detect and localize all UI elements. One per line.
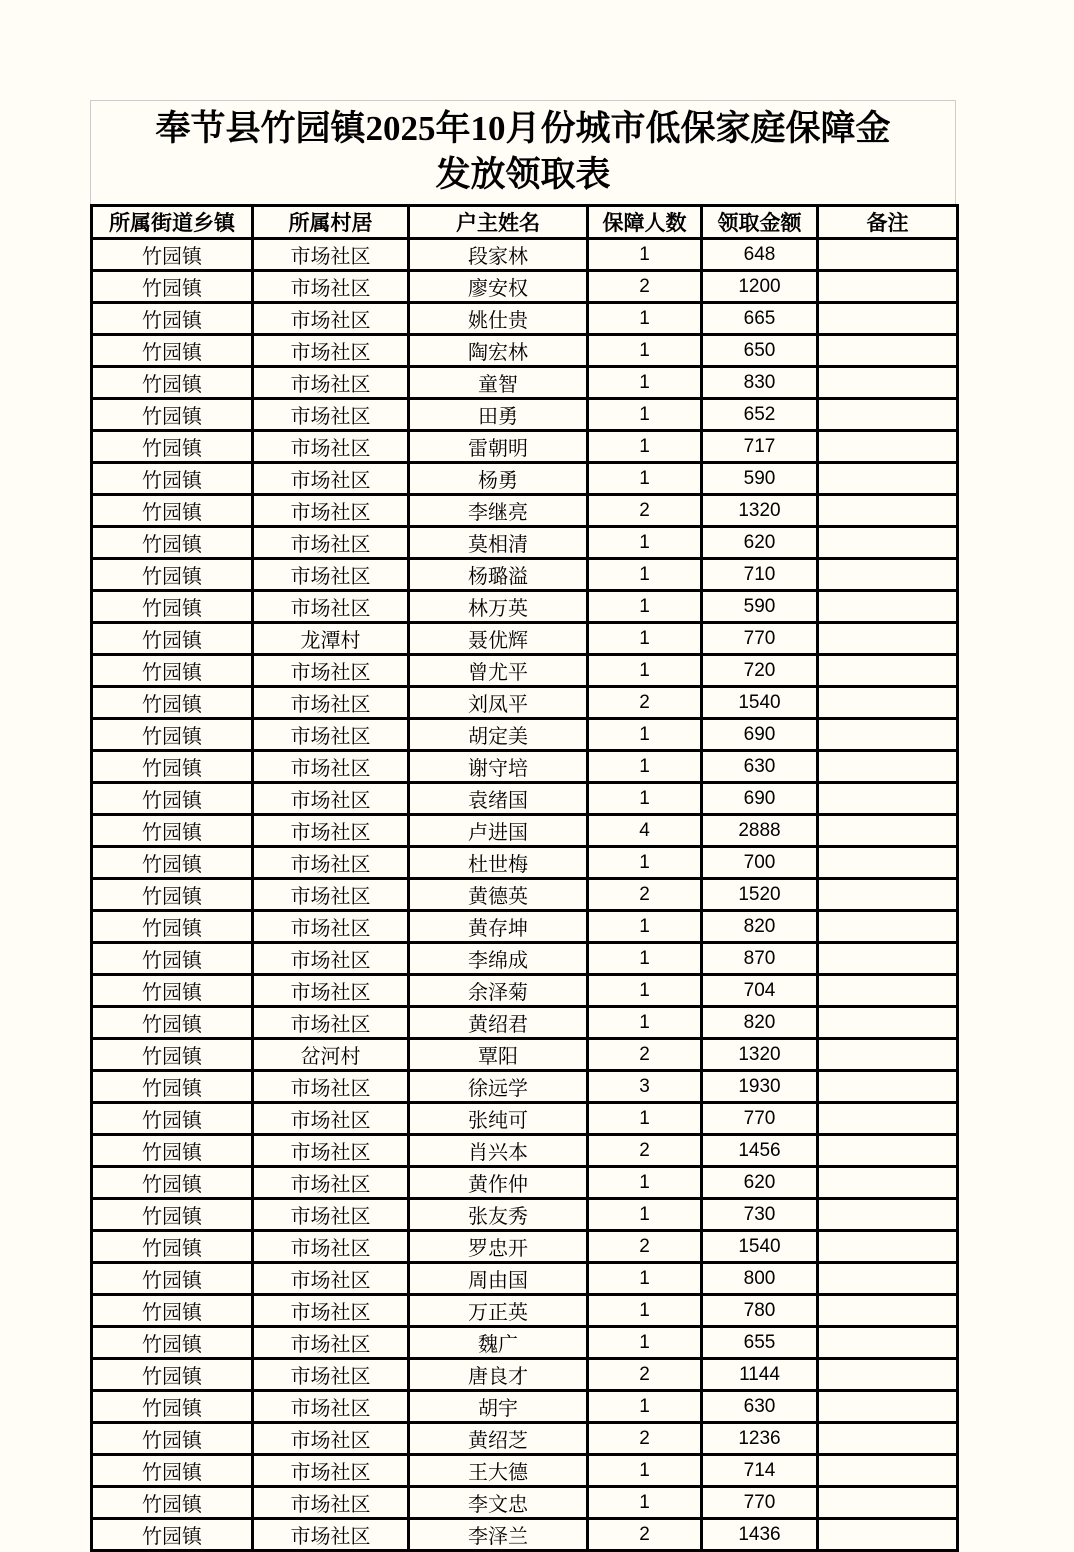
cell-persons: 1 xyxy=(588,335,702,367)
cell-township: 竹园镇 xyxy=(92,1039,253,1071)
cell-township: 竹园镇 xyxy=(92,1135,253,1167)
cell-village: 市场社区 xyxy=(253,1327,409,1359)
cell-persons: 2 xyxy=(588,1359,702,1391)
cell-amount: 652 xyxy=(702,399,818,431)
cell-amount: 870 xyxy=(702,943,818,975)
cell-name: 余泽菊 xyxy=(409,975,588,1007)
cell-name: 聂优辉 xyxy=(409,623,588,655)
cell-name: 陶宏林 xyxy=(409,335,588,367)
table-row xyxy=(92,1295,958,1327)
cell-name: 张友秀 xyxy=(409,1199,588,1231)
cell-persons: 1 xyxy=(588,783,702,815)
cell-township: 竹园镇 xyxy=(92,687,253,719)
cell-remark xyxy=(818,1295,958,1327)
cell-remark xyxy=(818,751,958,783)
table-row xyxy=(92,431,958,463)
table-row xyxy=(92,687,958,719)
cell-amount: 770 xyxy=(702,1103,818,1135)
column-header-amount: 领取金额 xyxy=(702,206,818,239)
cell-village: 市场社区 xyxy=(253,239,409,271)
table-row xyxy=(92,239,958,271)
cell-township: 竹园镇 xyxy=(92,815,253,847)
cell-remark xyxy=(818,1519,958,1551)
cell-persons: 1 xyxy=(588,847,702,879)
cell-township: 竹园镇 xyxy=(92,1103,253,1135)
cell-persons: 1 xyxy=(588,751,702,783)
cell-village: 市场社区 xyxy=(253,431,409,463)
cell-name: 李绵成 xyxy=(409,943,588,975)
cell-remark xyxy=(818,527,958,559)
cell-village: 市场社区 xyxy=(253,527,409,559)
cell-village: 市场社区 xyxy=(253,271,409,303)
cell-name: 童智 xyxy=(409,367,588,399)
cell-persons: 2 xyxy=(588,1519,702,1551)
cell-township: 竹园镇 xyxy=(92,1519,253,1551)
cell-amount: 1436 xyxy=(702,1519,818,1551)
cell-village: 市场社区 xyxy=(253,751,409,783)
table-row xyxy=(92,271,958,303)
cell-persons: 1 xyxy=(588,943,702,975)
cell-persons: 1 xyxy=(588,1487,702,1519)
cell-remark xyxy=(818,1135,958,1167)
cell-persons: 1 xyxy=(588,559,702,591)
cell-township: 竹园镇 xyxy=(92,559,253,591)
cell-persons: 2 xyxy=(588,687,702,719)
cell-remark xyxy=(818,463,958,495)
cell-village: 市场社区 xyxy=(253,1359,409,1391)
cell-amount: 730 xyxy=(702,1199,818,1231)
cell-village: 市场社区 xyxy=(253,1231,409,1263)
cell-name: 肖兴本 xyxy=(409,1135,588,1167)
cell-amount: 2888 xyxy=(702,815,818,847)
cell-township: 竹园镇 xyxy=(92,271,253,303)
cell-amount: 720 xyxy=(702,655,818,687)
cell-township: 竹园镇 xyxy=(92,975,253,1007)
table-sheet xyxy=(90,100,956,1552)
table-row xyxy=(92,1327,958,1359)
cell-amount: 1320 xyxy=(702,495,818,527)
cell-township: 竹园镇 xyxy=(92,1167,253,1199)
cell-township: 竹园镇 xyxy=(92,1007,253,1039)
cell-village: 市场社区 xyxy=(253,911,409,943)
cell-persons: 1 xyxy=(588,1167,702,1199)
cell-amount: 770 xyxy=(702,1487,818,1519)
cell-name: 田勇 xyxy=(409,399,588,431)
cell-remark xyxy=(818,1487,958,1519)
cell-remark xyxy=(818,591,958,623)
cell-township: 竹园镇 xyxy=(92,1199,253,1231)
cell-village: 市场社区 xyxy=(253,1487,409,1519)
cell-township: 竹园镇 xyxy=(92,239,253,271)
cell-village: 市场社区 xyxy=(253,399,409,431)
cell-persons: 1 xyxy=(588,463,702,495)
cell-remark xyxy=(818,655,958,687)
cell-name: 李继亮 xyxy=(409,495,588,527)
cell-amount: 620 xyxy=(702,1167,818,1199)
cell-persons: 2 xyxy=(588,879,702,911)
cell-amount: 830 xyxy=(702,367,818,399)
cell-amount: 710 xyxy=(702,559,818,591)
cell-name: 周由国 xyxy=(409,1263,588,1295)
table-row xyxy=(92,1487,958,1519)
cell-township: 竹园镇 xyxy=(92,1359,253,1391)
cell-village: 市场社区 xyxy=(253,687,409,719)
cell-remark xyxy=(818,1455,958,1487)
cell-village: 市场社区 xyxy=(253,1519,409,1551)
cell-remark xyxy=(818,911,958,943)
table-row xyxy=(92,783,958,815)
cell-name: 李文忠 xyxy=(409,1487,588,1519)
cell-name: 雷朝明 xyxy=(409,431,588,463)
cell-village: 市场社区 xyxy=(253,463,409,495)
table-row xyxy=(92,1231,958,1263)
cell-village: 市场社区 xyxy=(253,591,409,623)
cell-amount: 717 xyxy=(702,431,818,463)
cell-township: 竹园镇 xyxy=(92,1327,253,1359)
cell-township: 竹园镇 xyxy=(92,911,253,943)
column-header-village: 所属村居 xyxy=(253,206,409,239)
cell-persons: 2 xyxy=(588,495,702,527)
cell-name: 黄存坤 xyxy=(409,911,588,943)
cell-persons: 1 xyxy=(588,1327,702,1359)
cell-remark xyxy=(818,783,958,815)
cell-persons: 1 xyxy=(588,1391,702,1423)
cell-name: 黄作仲 xyxy=(409,1167,588,1199)
title-line-2: 发放领取表 xyxy=(435,154,611,194)
table-row xyxy=(92,943,958,975)
table-row xyxy=(92,655,958,687)
cell-amount: 1540 xyxy=(702,687,818,719)
table-row xyxy=(92,1359,958,1391)
cell-township: 竹园镇 xyxy=(92,303,253,335)
cell-village: 市场社区 xyxy=(253,879,409,911)
table-row xyxy=(92,463,958,495)
cell-remark xyxy=(818,335,958,367)
cell-persons: 1 xyxy=(588,303,702,335)
table-row xyxy=(92,815,958,847)
table-row xyxy=(92,559,958,591)
cell-township: 竹园镇 xyxy=(92,879,253,911)
table-row xyxy=(92,495,958,527)
cell-village: 市场社区 xyxy=(253,1007,409,1039)
cell-remark xyxy=(818,719,958,751)
cell-amount: 590 xyxy=(702,463,818,495)
cell-village: 市场社区 xyxy=(253,1391,409,1423)
cell-remark xyxy=(818,1199,958,1231)
cell-remark xyxy=(818,879,958,911)
cell-amount: 655 xyxy=(702,1327,818,1359)
table-row xyxy=(92,623,958,655)
table-row xyxy=(92,1039,958,1071)
cell-name: 黄德英 xyxy=(409,879,588,911)
cell-persons: 2 xyxy=(588,1423,702,1455)
cell-persons: 3 xyxy=(588,1071,702,1103)
cell-amount: 1320 xyxy=(702,1039,818,1071)
cell-amount: 620 xyxy=(702,527,818,559)
cell-township: 竹园镇 xyxy=(92,335,253,367)
cell-village: 市场社区 xyxy=(253,1135,409,1167)
cell-amount: 1200 xyxy=(702,271,818,303)
cell-village: 岔河村 xyxy=(253,1039,409,1071)
cell-amount: 1236 xyxy=(702,1423,818,1455)
cell-amount: 630 xyxy=(702,1391,818,1423)
cell-persons: 2 xyxy=(588,271,702,303)
cell-remark xyxy=(818,1103,958,1135)
cell-amount: 820 xyxy=(702,911,818,943)
cell-name: 杜世梅 xyxy=(409,847,588,879)
cell-amount: 714 xyxy=(702,1455,818,1487)
cell-remark xyxy=(818,1263,958,1295)
cell-amount: 1456 xyxy=(702,1135,818,1167)
cell-persons: 1 xyxy=(588,591,702,623)
cell-township: 竹园镇 xyxy=(92,495,253,527)
cell-township: 竹园镇 xyxy=(92,463,253,495)
cell-persons: 1 xyxy=(588,527,702,559)
cell-persons: 2 xyxy=(588,1135,702,1167)
cell-name: 黄绍芝 xyxy=(409,1423,588,1455)
column-header-name: 户主姓名 xyxy=(409,206,588,239)
cell-persons: 1 xyxy=(588,1103,702,1135)
cell-township: 竹园镇 xyxy=(92,1423,253,1455)
cell-name: 杨璐溢 xyxy=(409,559,588,591)
cell-remark xyxy=(818,1039,958,1071)
cell-name: 林万英 xyxy=(409,591,588,623)
table-row xyxy=(92,367,958,399)
cell-persons: 1 xyxy=(588,367,702,399)
document-title xyxy=(90,100,956,204)
cell-village: 市场社区 xyxy=(253,1263,409,1295)
table-row xyxy=(92,1007,958,1039)
table-row xyxy=(92,1071,958,1103)
cell-village: 市场社区 xyxy=(253,719,409,751)
cell-remark xyxy=(818,1423,958,1455)
table-row xyxy=(92,591,958,623)
cell-persons: 1 xyxy=(588,911,702,943)
cell-village: 市场社区 xyxy=(253,655,409,687)
cell-township: 竹园镇 xyxy=(92,1263,253,1295)
cell-village: 市场社区 xyxy=(253,1103,409,1135)
table-row xyxy=(92,335,958,367)
cell-village: 市场社区 xyxy=(253,1423,409,1455)
cell-persons: 1 xyxy=(588,719,702,751)
cell-township: 竹园镇 xyxy=(92,1071,253,1103)
table-row xyxy=(92,911,958,943)
cell-amount: 650 xyxy=(702,335,818,367)
cell-name: 黄绍君 xyxy=(409,1007,588,1039)
cell-remark xyxy=(818,1231,958,1263)
cell-village: 市场社区 xyxy=(253,975,409,1007)
table-row xyxy=(92,879,958,911)
cell-township: 竹园镇 xyxy=(92,847,253,879)
cell-persons: 1 xyxy=(588,1455,702,1487)
cell-amount: 690 xyxy=(702,719,818,751)
cell-remark xyxy=(818,1327,958,1359)
cell-remark xyxy=(818,623,958,655)
table-row xyxy=(92,975,958,1007)
table-row xyxy=(92,1135,958,1167)
cell-name: 胡定美 xyxy=(409,719,588,751)
cell-township: 竹园镇 xyxy=(92,751,253,783)
cell-township: 竹园镇 xyxy=(92,1295,253,1327)
cell-persons: 1 xyxy=(588,655,702,687)
cell-amount: 648 xyxy=(702,239,818,271)
cell-name: 谢守培 xyxy=(409,751,588,783)
cell-amount: 630 xyxy=(702,751,818,783)
cell-persons: 1 xyxy=(588,1263,702,1295)
cell-name: 王大德 xyxy=(409,1455,588,1487)
table-row xyxy=(92,1455,958,1487)
cell-remark xyxy=(818,271,958,303)
column-header-remark: 备注 xyxy=(818,206,958,239)
cell-remark xyxy=(818,399,958,431)
header-row xyxy=(92,206,958,239)
cell-remark xyxy=(818,975,958,1007)
cell-village: 市场社区 xyxy=(253,1199,409,1231)
cell-name: 段家林 xyxy=(409,239,588,271)
cell-township: 竹园镇 xyxy=(92,943,253,975)
cell-persons: 1 xyxy=(588,623,702,655)
table-row xyxy=(92,1103,958,1135)
cell-village: 市场社区 xyxy=(253,943,409,975)
cell-amount: 770 xyxy=(702,623,818,655)
column-header-township: 所属街道乡镇 xyxy=(92,206,253,239)
cell-name: 覃阳 xyxy=(409,1039,588,1071)
cell-remark xyxy=(818,815,958,847)
payment-table xyxy=(90,204,959,1552)
cell-amount: 780 xyxy=(702,1295,818,1327)
cell-village: 市场社区 xyxy=(253,303,409,335)
cell-remark xyxy=(818,943,958,975)
cell-township: 竹园镇 xyxy=(92,431,253,463)
cell-village: 市场社区 xyxy=(253,1455,409,1487)
table-row xyxy=(92,1263,958,1295)
cell-village: 市场社区 xyxy=(253,1167,409,1199)
table-row xyxy=(92,751,958,783)
cell-township: 竹园镇 xyxy=(92,1391,253,1423)
cell-remark xyxy=(818,239,958,271)
table-row xyxy=(92,847,958,879)
cell-persons: 1 xyxy=(588,1007,702,1039)
cell-remark xyxy=(818,431,958,463)
cell-amount: 1144 xyxy=(702,1359,818,1391)
cell-township: 竹园镇 xyxy=(92,783,253,815)
cell-amount: 800 xyxy=(702,1263,818,1295)
cell-persons: 4 xyxy=(588,815,702,847)
table-row xyxy=(92,303,958,335)
cell-village: 市场社区 xyxy=(253,367,409,399)
cell-remark xyxy=(818,559,958,591)
cell-amount: 1930 xyxy=(702,1071,818,1103)
cell-village: 市场社区 xyxy=(253,783,409,815)
cell-persons: 1 xyxy=(588,399,702,431)
cell-name: 万正英 xyxy=(409,1295,588,1327)
cell-name: 徐远学 xyxy=(409,1071,588,1103)
cell-township: 竹园镇 xyxy=(92,719,253,751)
cell-name: 莫相清 xyxy=(409,527,588,559)
cell-amount: 700 xyxy=(702,847,818,879)
cell-name: 胡宇 xyxy=(409,1391,588,1423)
cell-township: 竹园镇 xyxy=(92,591,253,623)
cell-remark xyxy=(818,1007,958,1039)
cell-name: 罗忠开 xyxy=(409,1231,588,1263)
cell-persons: 1 xyxy=(588,1295,702,1327)
table-row xyxy=(92,1391,958,1423)
cell-township: 竹园镇 xyxy=(92,527,253,559)
cell-remark xyxy=(818,495,958,527)
cell-village: 市场社区 xyxy=(253,815,409,847)
cell-name: 李泽兰 xyxy=(409,1519,588,1551)
cell-persons: 2 xyxy=(588,1039,702,1071)
cell-persons: 1 xyxy=(588,1199,702,1231)
cell-township: 竹园镇 xyxy=(92,1487,253,1519)
cell-township: 竹园镇 xyxy=(92,655,253,687)
cell-village: 市场社区 xyxy=(253,1295,409,1327)
cell-name: 廖安权 xyxy=(409,271,588,303)
cell-township: 竹园镇 xyxy=(92,399,253,431)
cell-name: 袁绪国 xyxy=(409,783,588,815)
cell-persons: 1 xyxy=(588,431,702,463)
cell-name: 张纯可 xyxy=(409,1103,588,1135)
cell-township: 竹园镇 xyxy=(92,367,253,399)
cell-amount: 665 xyxy=(702,303,818,335)
cell-township: 竹园镇 xyxy=(92,623,253,655)
cell-remark xyxy=(818,1167,958,1199)
table-row xyxy=(92,399,958,431)
cell-remark xyxy=(818,1359,958,1391)
cell-remark xyxy=(818,1391,958,1423)
cell-township: 竹园镇 xyxy=(92,1231,253,1263)
cell-name: 刘凤平 xyxy=(409,687,588,719)
cell-remark xyxy=(818,367,958,399)
table-row xyxy=(92,1199,958,1231)
table-row xyxy=(92,1519,958,1551)
cell-township: 竹园镇 xyxy=(92,1455,253,1487)
cell-village: 市场社区 xyxy=(253,559,409,591)
cell-name: 卢进国 xyxy=(409,815,588,847)
cell-name: 魏广 xyxy=(409,1327,588,1359)
cell-remark xyxy=(818,847,958,879)
cell-persons: 2 xyxy=(588,1231,702,1263)
table-row xyxy=(92,527,958,559)
cell-name: 唐良才 xyxy=(409,1359,588,1391)
cell-amount: 590 xyxy=(702,591,818,623)
cell-village: 市场社区 xyxy=(253,1071,409,1103)
cell-name: 杨勇 xyxy=(409,463,588,495)
cell-name: 曾尤平 xyxy=(409,655,588,687)
cell-village: 龙潭村 xyxy=(253,623,409,655)
cell-persons: 1 xyxy=(588,239,702,271)
cell-amount: 704 xyxy=(702,975,818,1007)
cell-persons: 1 xyxy=(588,975,702,1007)
column-header-persons: 保障人数 xyxy=(588,206,702,239)
cell-village: 市场社区 xyxy=(253,335,409,367)
cell-remark xyxy=(818,1071,958,1103)
cell-remark xyxy=(818,303,958,335)
table-row xyxy=(92,1423,958,1455)
title-line-1: 奉节县竹园镇2025年10月份城市低保家庭保障金 xyxy=(155,109,891,148)
cell-village: 市场社区 xyxy=(253,847,409,879)
cell-village: 市场社区 xyxy=(253,495,409,527)
cell-amount: 820 xyxy=(702,1007,818,1039)
cell-name: 姚仕贵 xyxy=(409,303,588,335)
table-row xyxy=(92,1167,958,1199)
table-row xyxy=(92,719,958,751)
cell-remark xyxy=(818,687,958,719)
cell-amount: 690 xyxy=(702,783,818,815)
cell-amount: 1540 xyxy=(702,1231,818,1263)
cell-amount: 1520 xyxy=(702,879,818,911)
